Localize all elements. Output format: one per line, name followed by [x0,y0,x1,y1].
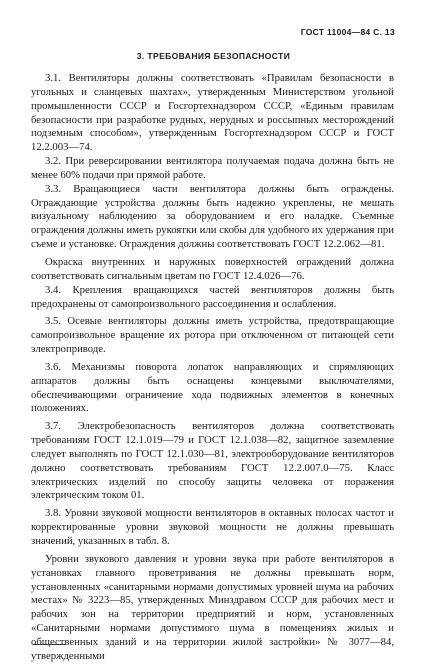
page-header: ГОСТ 11004—84 С. 13 [300,27,395,37]
paragraph-3-3: 3.3. Вращающиеся части вентилятора должны быть ограждены. Ограждающие устройства должны быть надежно укреплены, не мешать визуальному наблюдению за оборудованием и его наладке. Съемные ограждения должны иметь рукоятки или скобы для удобного их удержания при съеме и установке. Ограждения должны соответствовать ГОСТ 12.2.062—81. [31,182,394,251]
paragraph-3-1: 3.1. Вентиляторы должны соответствовать «Правилам безопасности в угольных и сланцевых шахтах», утвержденным Министерством угольной промышленности СССР и Госгортехнадзором СССР, «Единым правилам безопасности при разработке рудных, нерудных и россыпных месторождений подземным способом», утвержденным Госгортехнадзором СССР и ГОСТ 12.2.003—74. [31,72,394,154]
paragraph-3-8: 3.8. Уровни звуковой мощности вентиляторов в октавных полосах частот и корректированные уровни звуковой мощности не должны превышать значений, указанных в табл. 8. [31,507,394,547]
body-text [31,72,394,664]
paragraph-noise-levels: Уровни звукового давления и уровни звука при работе вентиляторов в установках главного проветривания не должны превышать норм, установленных «санитарными нормами допустимых уровней шума на рабочих местах» № 3223—85, утвержденных Минздравом СССР для рабочих мест и рабочих зон на территории предприятий и норм, установленных «Санитарными нормами допустимого шума в помещениях жилых и общественных зданий и на территории жилой застройки» № 3077—84, утвержденными [31,552,394,662]
paragraph-3-6: 3.6. Механизмы поворота лопаток направляющих и спрямляющих аппаратов должны быть оснащены концевыми выключателями, обеспечивающими ограничение хода подвижных элементов в конечных положениях. [31,360,394,415]
section-title: 3. ТРЕБОВАНИЯ БЕЗОПАСНОСТИ [136,51,291,61]
paragraph-3-7: 3.7. Электробезопасность вентиляторов должна соответствовать требованиям ГОСТ 12.1.019—79 и ГОСТ 12.1.038—82, защитное заземление следует выполнять по ГОСТ 12.1.030—81, электрооборудование вентиляторов должно соответствовать требованиям ГОСТ 12.2.007.0—75. Класс электрических изделий по способу защиты человека от поражения электрическим током 01. [31,420,394,502]
paragraph-3-4: 3.4. Крепления вращающихся частей вентиляторов должны быть предохранены от самопроизвольного рассоединения и ослабления. [31,283,394,310]
footnote-rule [33,644,65,645]
paragraph-3-2: 3.2. При реверсировании вентилятора получаемая подача должна быть не менее 60% подачи при прямой работе. [31,155,394,181]
paragraph-coloring: Окраска внутренних и наружных поверхностей ограждений должна соответствовать сигнальным цветам по ГОСТ 12.4.026—76. [31,255,394,282]
paragraph-3-5: 3.5. Осевые вентиляторы должны иметь устройства, предотвращающие самопроизвольное вращение их ротора при отключенном от питающей сети электроприводе. [31,315,394,356]
